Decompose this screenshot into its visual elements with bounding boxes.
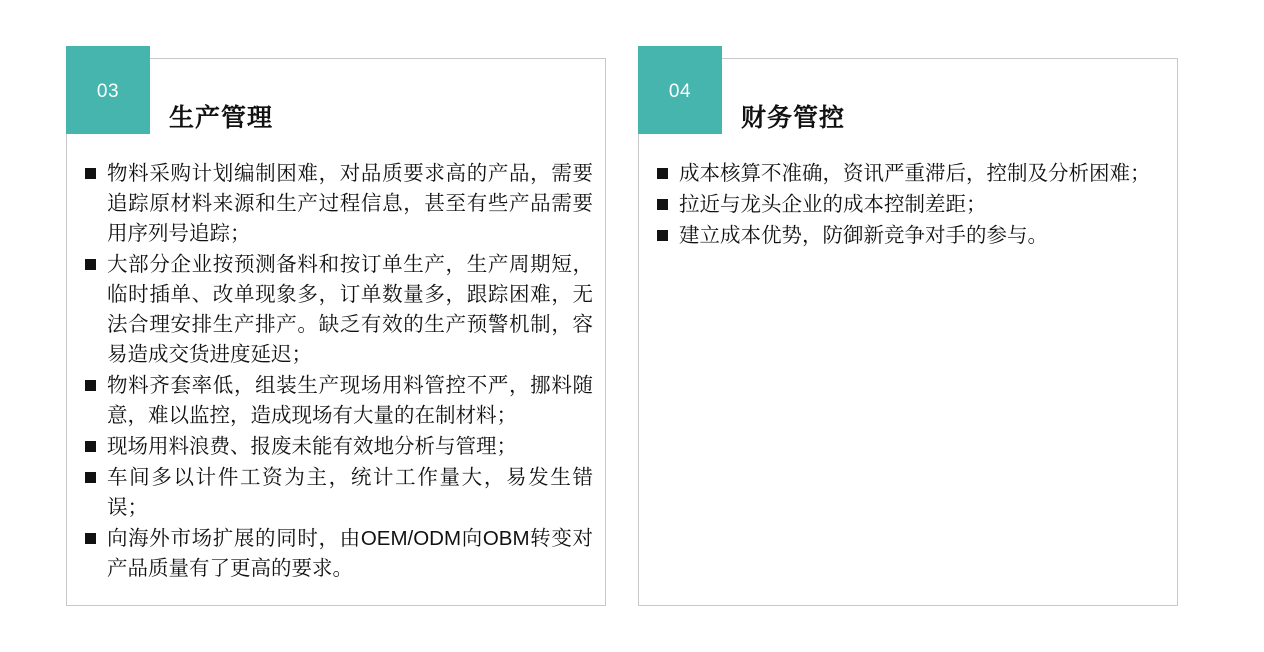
square-bullet-icon: [657, 159, 679, 179]
square-bullet-icon: [85, 250, 107, 270]
square-bullet-icon: [85, 159, 107, 179]
card-financial-control: [638, 58, 1178, 606]
list-item-text: 车间多以计件工资为主，统计工作量大，易发生错误；: [107, 466, 593, 519]
card-number-badge: [638, 46, 722, 134]
card-number: 03: [96, 81, 120, 102]
square-bullet-icon: [85, 432, 107, 452]
list-item-text: 现场用料浪费、报废未能有效地分析与管理；: [107, 435, 517, 458]
list-item: [657, 221, 1165, 251]
list-item: [85, 432, 593, 462]
list-item-text: 大部分企业按预测备料和按订单生产，生产周期短，临时插单、改单现象多，订单数量多，跟踪困难，无法合理安排生产排产。缺乏有效的生产预警机制，容易造成交货进度延迟；: [107, 253, 593, 366]
list-item-text: 向海外市场扩展的同时，由OEM/ODM向OBM转变对产品质量有了更高的要求。: [107, 527, 593, 580]
list-item-text: 物料齐套率低，组装生产现场用料管控不严，挪料随意，难以监控，造成现场有大量的在制材料；: [107, 374, 593, 427]
card-number: 04: [668, 81, 692, 102]
bullet-list: [85, 159, 593, 585]
square-bullet-icon: [657, 221, 679, 241]
card-title: 生产管理: [169, 104, 274, 132]
list-item: [657, 190, 1165, 220]
bullet-list: [657, 159, 1165, 252]
list-item: [657, 159, 1165, 189]
card-number-badge: [66, 46, 150, 134]
list-item-text: 成本核算不准确，资讯严重滞后，控制及分析困难；: [679, 162, 1151, 185]
list-item: [85, 463, 593, 523]
list-item-text: 物料采购计划编制困难，对品质要求高的产品，需要追踪原材料来源和生产过程信息，甚至有些产品需要用序列号追踪；: [107, 162, 593, 245]
list-item: [85, 524, 593, 584]
square-bullet-icon: [85, 371, 107, 391]
square-bullet-icon: [657, 190, 679, 210]
card-title: 财务管控: [741, 104, 846, 132]
square-bullet-icon: [85, 524, 107, 544]
square-bullet-icon: [85, 463, 107, 483]
list-item-text: 拉近与龙头企业的成本控制差距；: [679, 193, 987, 216]
list-item: [85, 371, 593, 431]
card-production-management: [66, 58, 606, 606]
list-item: [85, 250, 593, 370]
list-item: [85, 159, 593, 249]
list-item-text: 建立成本优势，防御新竞争对手的参与。: [679, 224, 1048, 247]
